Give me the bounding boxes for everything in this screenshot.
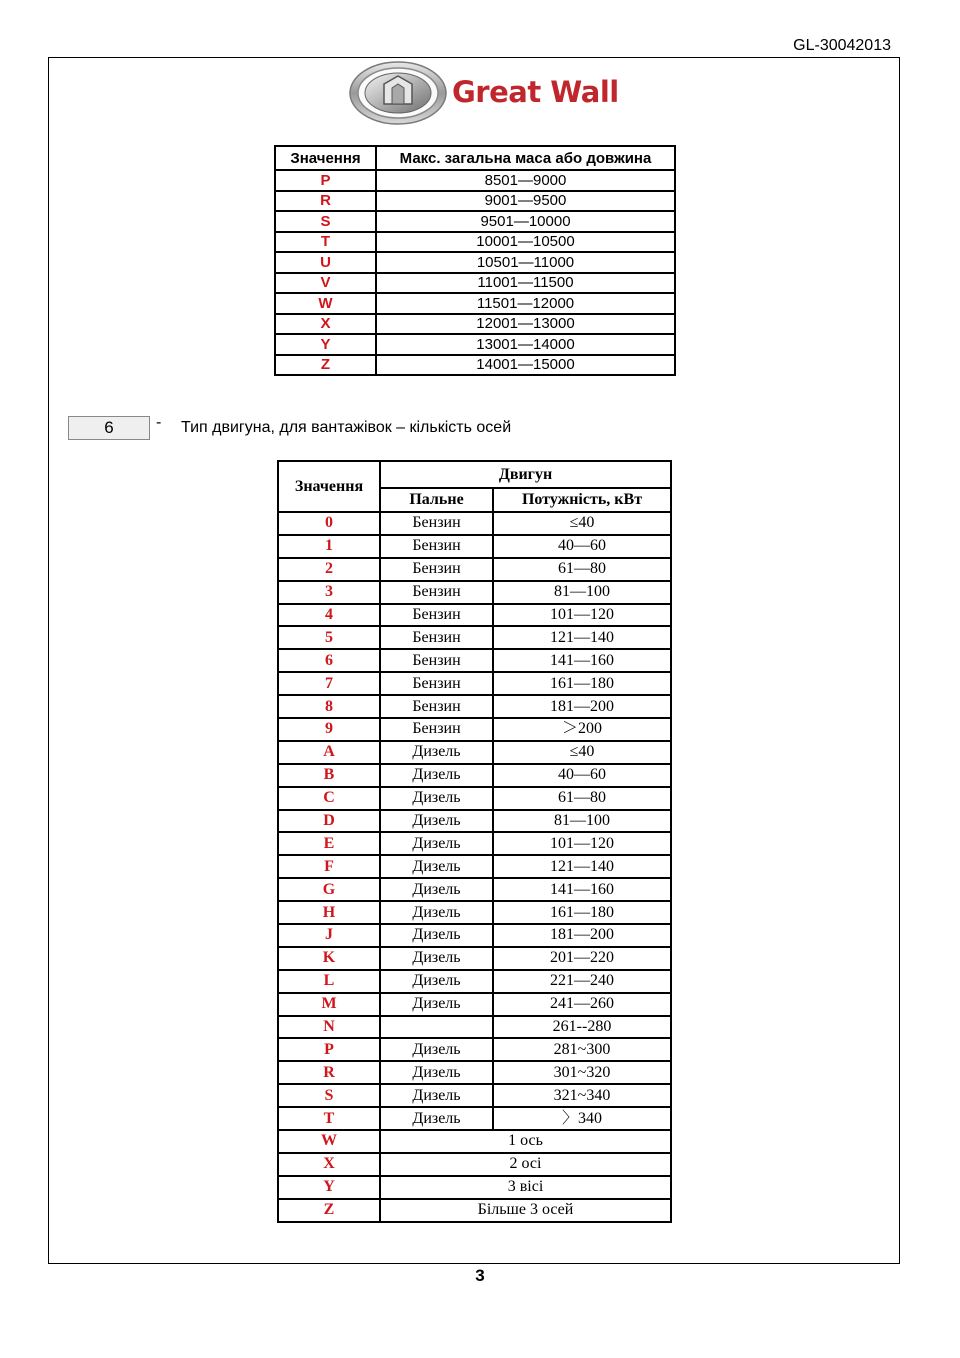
power-cell: 281~300 <box>493 1038 671 1061</box>
power-cell: 161—180 <box>493 901 671 924</box>
code-cell: D <box>278 810 380 833</box>
table-row <box>278 878 671 901</box>
table-header-code: Значення <box>275 146 376 170</box>
brand-name: Great Wall <box>452 75 619 109</box>
fuel-cell: Бензин <box>380 512 493 535</box>
power-cell: 40—60 <box>493 535 671 558</box>
code-cell: 0 <box>278 512 380 535</box>
table-row <box>278 855 671 878</box>
mass-cell: 10001—10500 <box>376 232 675 253</box>
power-cell: 141—160 <box>493 878 671 901</box>
fuel-cell: Бензин <box>380 535 493 558</box>
mass-length-table <box>274 145 676 376</box>
power-cell: 301~320 <box>493 1061 671 1084</box>
table-row <box>278 810 671 833</box>
table-row <box>275 170 675 191</box>
power-cell: 141—160 <box>493 649 671 672</box>
fuel-cell: Дизель <box>380 1084 493 1107</box>
code-cell: U <box>275 252 376 273</box>
table-row <box>278 581 671 604</box>
power-cell: ≤40 <box>493 741 671 764</box>
fuel-cell: Дизель <box>380 741 493 764</box>
code-cell: X <box>278 1153 380 1176</box>
table-row <box>278 1084 671 1107</box>
table-row <box>278 1107 671 1130</box>
mass-cell: 14001—15000 <box>376 355 675 376</box>
fuel-cell: Бензин <box>380 581 493 604</box>
power-cell: 81—100 <box>493 810 671 833</box>
table-row <box>278 1153 671 1176</box>
power-cell: 181—200 <box>493 695 671 718</box>
great-wall-emblem-icon <box>348 60 448 126</box>
fuel-cell: Дизель <box>380 947 493 970</box>
code-cell: A <box>278 741 380 764</box>
code-cell: S <box>278 1084 380 1107</box>
power-cell: 101—120 <box>493 832 671 855</box>
table-row <box>275 314 675 335</box>
fuel-cell: Дизель <box>380 832 493 855</box>
table-row <box>278 1016 671 1039</box>
mass-cell: 9001—9500 <box>376 191 675 212</box>
code-cell: J <box>278 924 380 947</box>
table-header-mass: Макс. загальна маса або довжина <box>376 146 675 170</box>
code-cell: X <box>275 314 376 335</box>
table-row <box>278 1199 671 1222</box>
axle-cell: 2 осі <box>380 1153 671 1176</box>
code-cell: 9 <box>278 718 380 741</box>
fuel-cell: Дизель <box>380 764 493 787</box>
fuel-cell: Бензин <box>380 626 493 649</box>
code-cell: 2 <box>278 558 380 581</box>
fuel-cell: Дизель <box>380 970 493 993</box>
table-row <box>278 970 671 993</box>
table-header-code: Значення <box>278 461 380 512</box>
fuel-cell: Бензин <box>380 649 493 672</box>
table-row <box>275 334 675 355</box>
code-cell: Z <box>278 1199 380 1222</box>
code-cell: 1 <box>278 535 380 558</box>
power-cell: 221—240 <box>493 970 671 993</box>
power-cell: 261--280 <box>493 1016 671 1039</box>
table-row <box>278 741 671 764</box>
code-cell: T <box>278 1107 380 1130</box>
power-cell: ≤40 <box>493 512 671 535</box>
section-number: 6 <box>68 416 150 440</box>
code-cell: 8 <box>278 695 380 718</box>
code-cell: G <box>278 878 380 901</box>
mass-cell: 13001—14000 <box>376 334 675 355</box>
table-row <box>278 626 671 649</box>
power-cell: 40—60 <box>493 764 671 787</box>
code-cell: 6 <box>278 649 380 672</box>
axle-cell: 1 ось <box>380 1130 671 1153</box>
fuel-cell: Дизель <box>380 855 493 878</box>
table-row <box>278 649 671 672</box>
section-title: Тип двигуна, для вантажівок – кількість осей <box>181 419 512 436</box>
table-row <box>278 672 671 695</box>
table-row <box>275 191 675 212</box>
table-row <box>278 787 671 810</box>
code-cell: R <box>275 191 376 212</box>
power-cell: 101—120 <box>493 604 671 627</box>
table-header-engine: Двигун <box>380 461 671 488</box>
code-cell: Y <box>278 1176 380 1199</box>
axle-cell: 3 вісі <box>380 1176 671 1199</box>
mass-cell: 12001—13000 <box>376 314 675 335</box>
table-header-power: Потужність, кВт <box>493 488 671 512</box>
power-cell: 61—80 <box>493 787 671 810</box>
code-cell: M <box>278 993 380 1016</box>
code-cell: T <box>275 232 376 253</box>
code-cell: C <box>278 787 380 810</box>
power-cell: 121—140 <box>493 855 671 878</box>
fuel-cell: Дизель <box>380 901 493 924</box>
table-row <box>278 1061 671 1084</box>
table-row <box>278 604 671 627</box>
code-cell: F <box>278 855 380 878</box>
section-dash: - <box>156 414 162 431</box>
table-row <box>278 1130 671 1153</box>
table-row <box>278 512 671 535</box>
code-cell: B <box>278 764 380 787</box>
code-cell: W <box>275 293 376 314</box>
fuel-cell <box>380 1016 493 1039</box>
power-cell: 181—200 <box>493 924 671 947</box>
fuel-cell: Бензин <box>380 718 493 741</box>
table-row <box>275 293 675 314</box>
table-row <box>278 832 671 855</box>
fuel-cell: Бензин <box>380 695 493 718</box>
mass-cell: 10501—11000 <box>376 252 675 273</box>
code-cell: S <box>275 211 376 232</box>
table-row <box>275 355 675 376</box>
power-cell: 161—180 <box>493 672 671 695</box>
table-row <box>278 764 671 787</box>
table-row <box>275 252 675 273</box>
code-cell: Y <box>275 334 376 355</box>
code-cell: E <box>278 832 380 855</box>
fuel-cell: Дизель <box>380 1061 493 1084</box>
mass-cell: 11501—12000 <box>376 293 675 314</box>
power-cell: 〉340 <box>493 1107 671 1130</box>
fuel-cell: Дизель <box>380 787 493 810</box>
table-row <box>278 993 671 1016</box>
power-cell: 81—100 <box>493 581 671 604</box>
table-row <box>278 924 671 947</box>
table-row <box>278 947 671 970</box>
fuel-cell: Дизель <box>380 993 493 1016</box>
page-number: 3 <box>475 1266 485 1285</box>
table-row <box>278 1038 671 1061</box>
fuel-cell: Дизель <box>380 1038 493 1061</box>
table-header-fuel: Пальне <box>380 488 493 512</box>
code-cell: H <box>278 901 380 924</box>
fuel-cell: Бензин <box>380 558 493 581</box>
table-row <box>278 718 671 741</box>
document-code: GL-30042013 <box>793 37 891 54</box>
table-row <box>275 273 675 294</box>
power-cell: ＞200 <box>493 718 671 741</box>
code-cell: 5 <box>278 626 380 649</box>
fuel-cell: Дизель <box>380 1107 493 1130</box>
power-cell: 201—220 <box>493 947 671 970</box>
code-cell: V <box>275 273 376 294</box>
table-row <box>278 558 671 581</box>
power-cell: 321~340 <box>493 1084 671 1107</box>
fuel-cell: Дизель <box>380 924 493 947</box>
code-cell: P <box>278 1038 380 1061</box>
table-row <box>278 1176 671 1199</box>
mass-cell: 8501—9000 <box>376 170 675 191</box>
mass-cell: 11001—11500 <box>376 273 675 294</box>
power-cell: 121—140 <box>493 626 671 649</box>
fuel-cell: Бензин <box>380 604 493 627</box>
engine-axle-table <box>277 460 672 1223</box>
code-cell: N <box>278 1016 380 1039</box>
table-row <box>278 695 671 718</box>
code-cell: P <box>275 170 376 191</box>
axle-cell: Більше 3 осей <box>380 1199 671 1222</box>
mass-cell: 9501—10000 <box>376 211 675 232</box>
code-cell: Z <box>275 355 376 376</box>
power-cell: 61—80 <box>493 558 671 581</box>
power-cell: 241—260 <box>493 993 671 1016</box>
code-cell: 7 <box>278 672 380 695</box>
code-cell: L <box>278 970 380 993</box>
fuel-cell: Дизель <box>380 878 493 901</box>
code-cell: 3 <box>278 581 380 604</box>
table-row <box>275 211 675 232</box>
fuel-cell: Бензин <box>380 672 493 695</box>
brand-logo <box>348 60 618 126</box>
code-cell: W <box>278 1130 380 1153</box>
table-row <box>275 232 675 253</box>
code-cell: 4 <box>278 604 380 627</box>
table-row <box>278 901 671 924</box>
code-cell: R <box>278 1061 380 1084</box>
code-cell: K <box>278 947 380 970</box>
table-row <box>278 535 671 558</box>
fuel-cell: Дизель <box>380 810 493 833</box>
